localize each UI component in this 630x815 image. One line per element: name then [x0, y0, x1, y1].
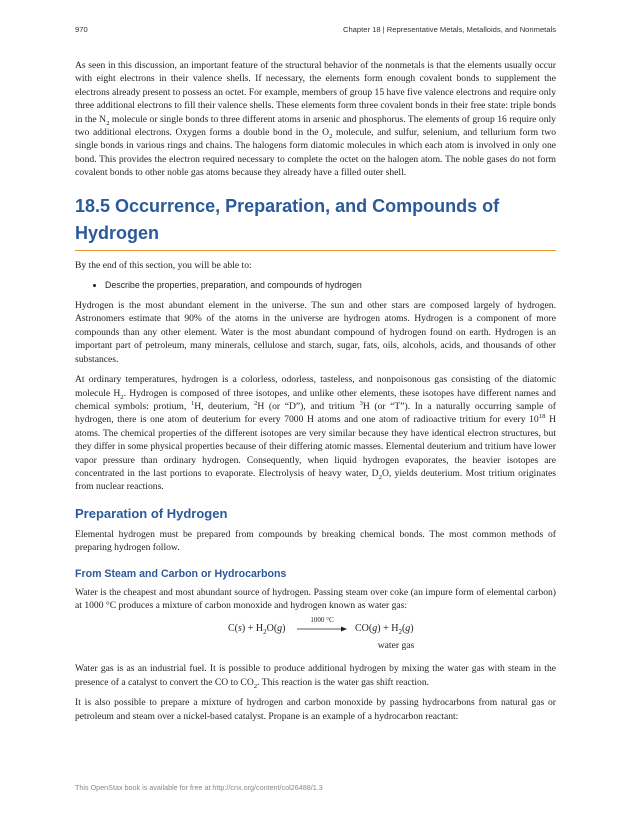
- page-number: 970: [75, 25, 88, 34]
- water-gas-paragraph: Water gas is as an industrial fuel. It is possible to produce additional hydrogen by mixing the water gas with steam in the presence of a catalyst to convert the CO to $CO_2$. This reaction is the water gas shift reaction.: [75, 663, 556, 690]
- reaction-arrow: [297, 616, 347, 633]
- isotopes-paragraph: At ordinary temperatures, hydrogen is a colorless, odorless, tasteless, and nonpoisonous gas consisting of the diatomic molecule $H_2$. Hydrogen is composed of three isotopes, and unlike other elements, these isotopes have different names and chemical symbols: protium, $^1$H, deuterium, $^2$H (or “D”), and tritium $^3$H (or “T”). In a naturally occurring sample of hydrogen, there is one atom of deuterium for every 7000 H atoms and one atom of radioactive tritium for every $10^{18}$ H atoms. The chemical properties of the different isotopes are very similar because they have identical electron structures, but they differ in some physical properties because of their differing atomic masses. Elemental deuterium and tritium have lower vapor pressure than ordinary hydrogen. Consequently, when liquid hydrogen evaporates, the heavier isotopes are concentrated in the last portions to evaporate. Electrolysis of heavy water, $D_2O$, yields deuterium. Most tritium originates from nuclear reactions.: [75, 374, 557, 493]
- section-divider: [75, 250, 556, 251]
- intro-paragraph: As seen in this discussion, an important feature of the structural behavior of the nonmetals is that the elements usually occur with eight electrons in their valence shells. If necessary, the elements form enough covalent bonds to supplement the electrons already present to possess an octet. For example, members of group 15 have five valence electrons and require only three additional electrons to fill their valence shells. These elements form three covalent bonds in their free state: triple bonds in the $N_2$ molecule or single bonds to three different atoms in arsenic and phosphorus. The elements of group 16 require only two additional electrons. Oxygen forms a double bond in the $O_2$ molecule, and sulfur, selenium, and tellurium form two single bonds in various rings and chains. The halogens form diatomic molecules in which each atom is involved in only one bond. This provides the electron required necessary to complete the octet on the halogen atom. The noble gases do not form covalent bonds to other noble gas atoms because they already have a filled outer shell.: [75, 60, 557, 179]
- equation-reactants: $C(s) + H_2O(g)$: [228, 623, 286, 637]
- chapter-header: Chapter 18 | Representative Metals, Metalloids, and Nonmetals: [342, 25, 556, 34]
- equation-label: water gas: [377, 640, 415, 652]
- page-body: [75, 59, 556, 730]
- preparation-heading: Preparation of Hydrogen: [75, 505, 228, 521]
- water-gas-equation: [75, 616, 556, 655]
- objective-item: • Describe the properties, preparation, and compounds of hydrogen: [105, 279, 556, 292]
- equation-products: $CO(g) + H_2(g)$: [355, 623, 414, 637]
- objectives-intro: By the end of this section, you will be able to:: [75, 259, 252, 271]
- propane-paragraph: It is also possible to prepare a mixture of hydrogen and carbon monoxide by passing hydrocarbons from natural gas or petroleum and steam over a nickel-based catalyst. Propane is an example of a hydrocarbon reactant:: [75, 697, 556, 722]
- preparation-paragraph: Elemental hydrogen must be prepared from compounds by breaking chemical bonds. The most common methods of preparing hydrogen follow.: [75, 528, 556, 554]
- abundance-paragraph: Hydrogen is the most abundant element in the universe. The sun and other stars are composed largely of hydrogen. Astronomers estimate that 90% of the atoms in the universe are hydrogen atoms. Hydrogen is a component of more compounds than any other element. Water is the most abundant compound of hydrogen found on earth. Hydrogen is an important part of petroleum, many minerals, cellulose and starch, sugar, fats, oils, alcohols, acids, and thousands of other substances.: [75, 300, 556, 365]
- steam-heading: From Steam and Carbon or Hydrocarbons: [75, 567, 287, 580]
- steam-paragraph: Water is the cheapest and most abundant source of hydrogen. Passing steam over coke (an impure form of elemental carbon) at 1000 °C produces a mixture of carbon monoxide and hydrogen known as water gas:: [75, 586, 556, 611]
- objectives-list: [75, 279, 556, 292]
- section-title: 18.5 Occurrence, Preparation, and Compounds of Hydrogen: [75, 195, 500, 243]
- arrow-icon: [297, 625, 347, 633]
- footer-note: This OpenStax book is available for free at http://cnx.org/content/col26488/1.3: [75, 783, 323, 792]
- reaction-condition: 1000 °C: [310, 616, 334, 625]
